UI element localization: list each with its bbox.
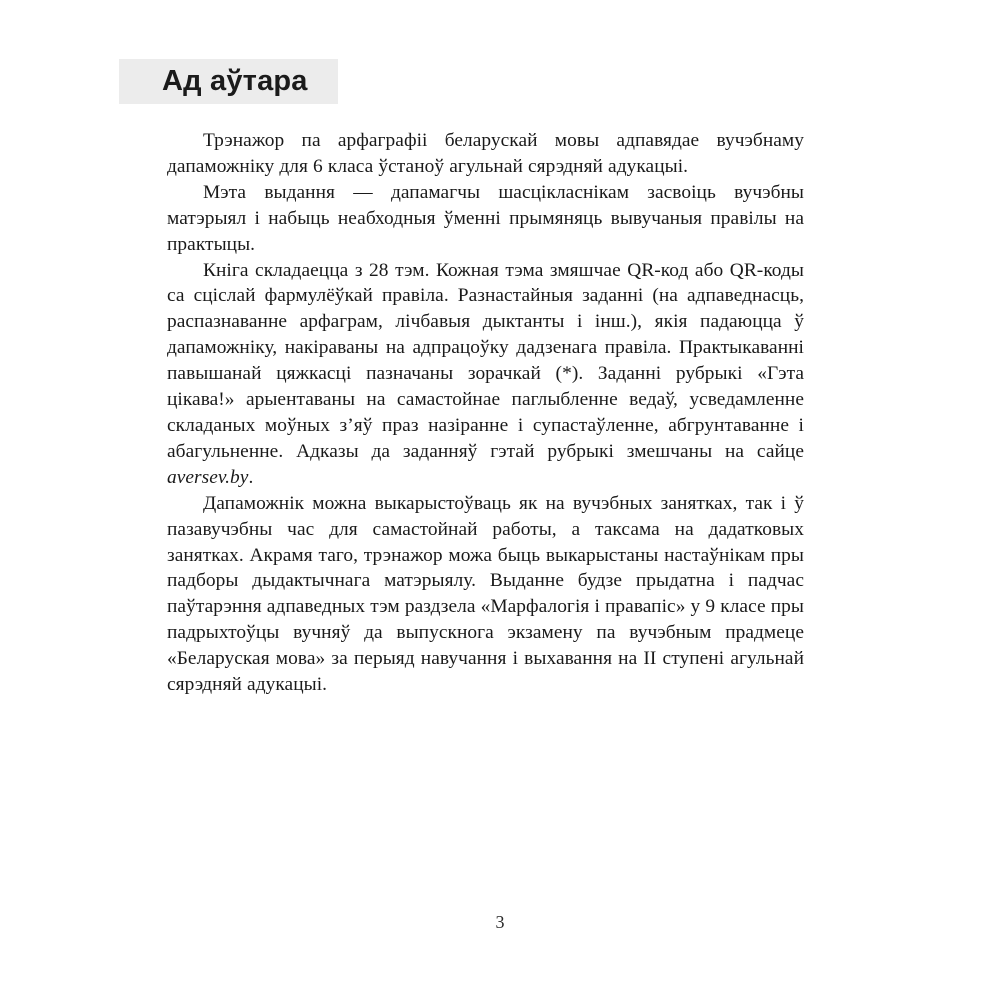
paragraph-3-text-after-link: .: [248, 466, 254, 488]
section-heading-block: [119, 59, 338, 104]
paragraph-2: Мэта выдання — дапамагчы шасцікласнікам засвоіць вучэбны матэрыял і набыць неабходныя ўменні прымяняць вывучаныя правілы на практыцы.: [167, 181, 804, 255]
website-reference: aversev.by: [167, 466, 249, 488]
paragraph-1: Трэнажор па арфаграфіі беларускай мовы адпавядае вучэбнаму дапаможніку для 6 класа ўстаноў агульнай сярэдняй адукацыі.: [167, 130, 804, 177]
page-title: Ад аўтара: [162, 65, 308, 97]
body-text-column: [167, 128, 804, 698]
paragraph-3-text-before-link: Кніга складаецца з 28 тэм. Кожная тэма змяшчае QR-код або QR-коды са сціслай фармулёўкай правіла. Разнастайныя заданні (на адпаведнасць, распазнаванне арфаграм, лічбавыя дыктанты і інш.), якія падаюцца ў дапаможніку, накіраваны на адпрацоўку дадзенага правіла. Практыкаванні павышанай цяжкасці пазначаны зорачкай (*). Заданні рубрыкі «Гэта цікава!» арыентаваны на самастойнае паглыбленне ведаў, усведамленне складаных моўных з’яў праз назіранне і супастаўленне, абгрунтаванне і абагульненне. Адказы да заданняў гэтай рубрыкі змешчаны на сайце: [167, 259, 804, 462]
page-number: 3: [495, 912, 505, 932]
paragraph-3: [167, 258, 804, 491]
paragraph-4: Дапаможнік можна выкарыстоўваць як на вучэбных занятках, так і ў пазавучэбны час для самастойнай работы, а таксама на дадатковых занятках. Акрамя таго, трэнажор можа быць выкарыстаны настаўнікам пры падборы дыдактычнага матэрыялу. Выданне будзе прыдатна і падчас паўтарэння адпаведных тэм раздзела «Марфалогія і правапіс» у 9 класе пры падрыхтоўцы вучняў да выпускнога экзамену па вучэбным прадмеце «Беларуская мова» за перыяд навучання і выхавання на II ступені агульнай сярэдняй адукацыі.: [167, 492, 804, 696]
